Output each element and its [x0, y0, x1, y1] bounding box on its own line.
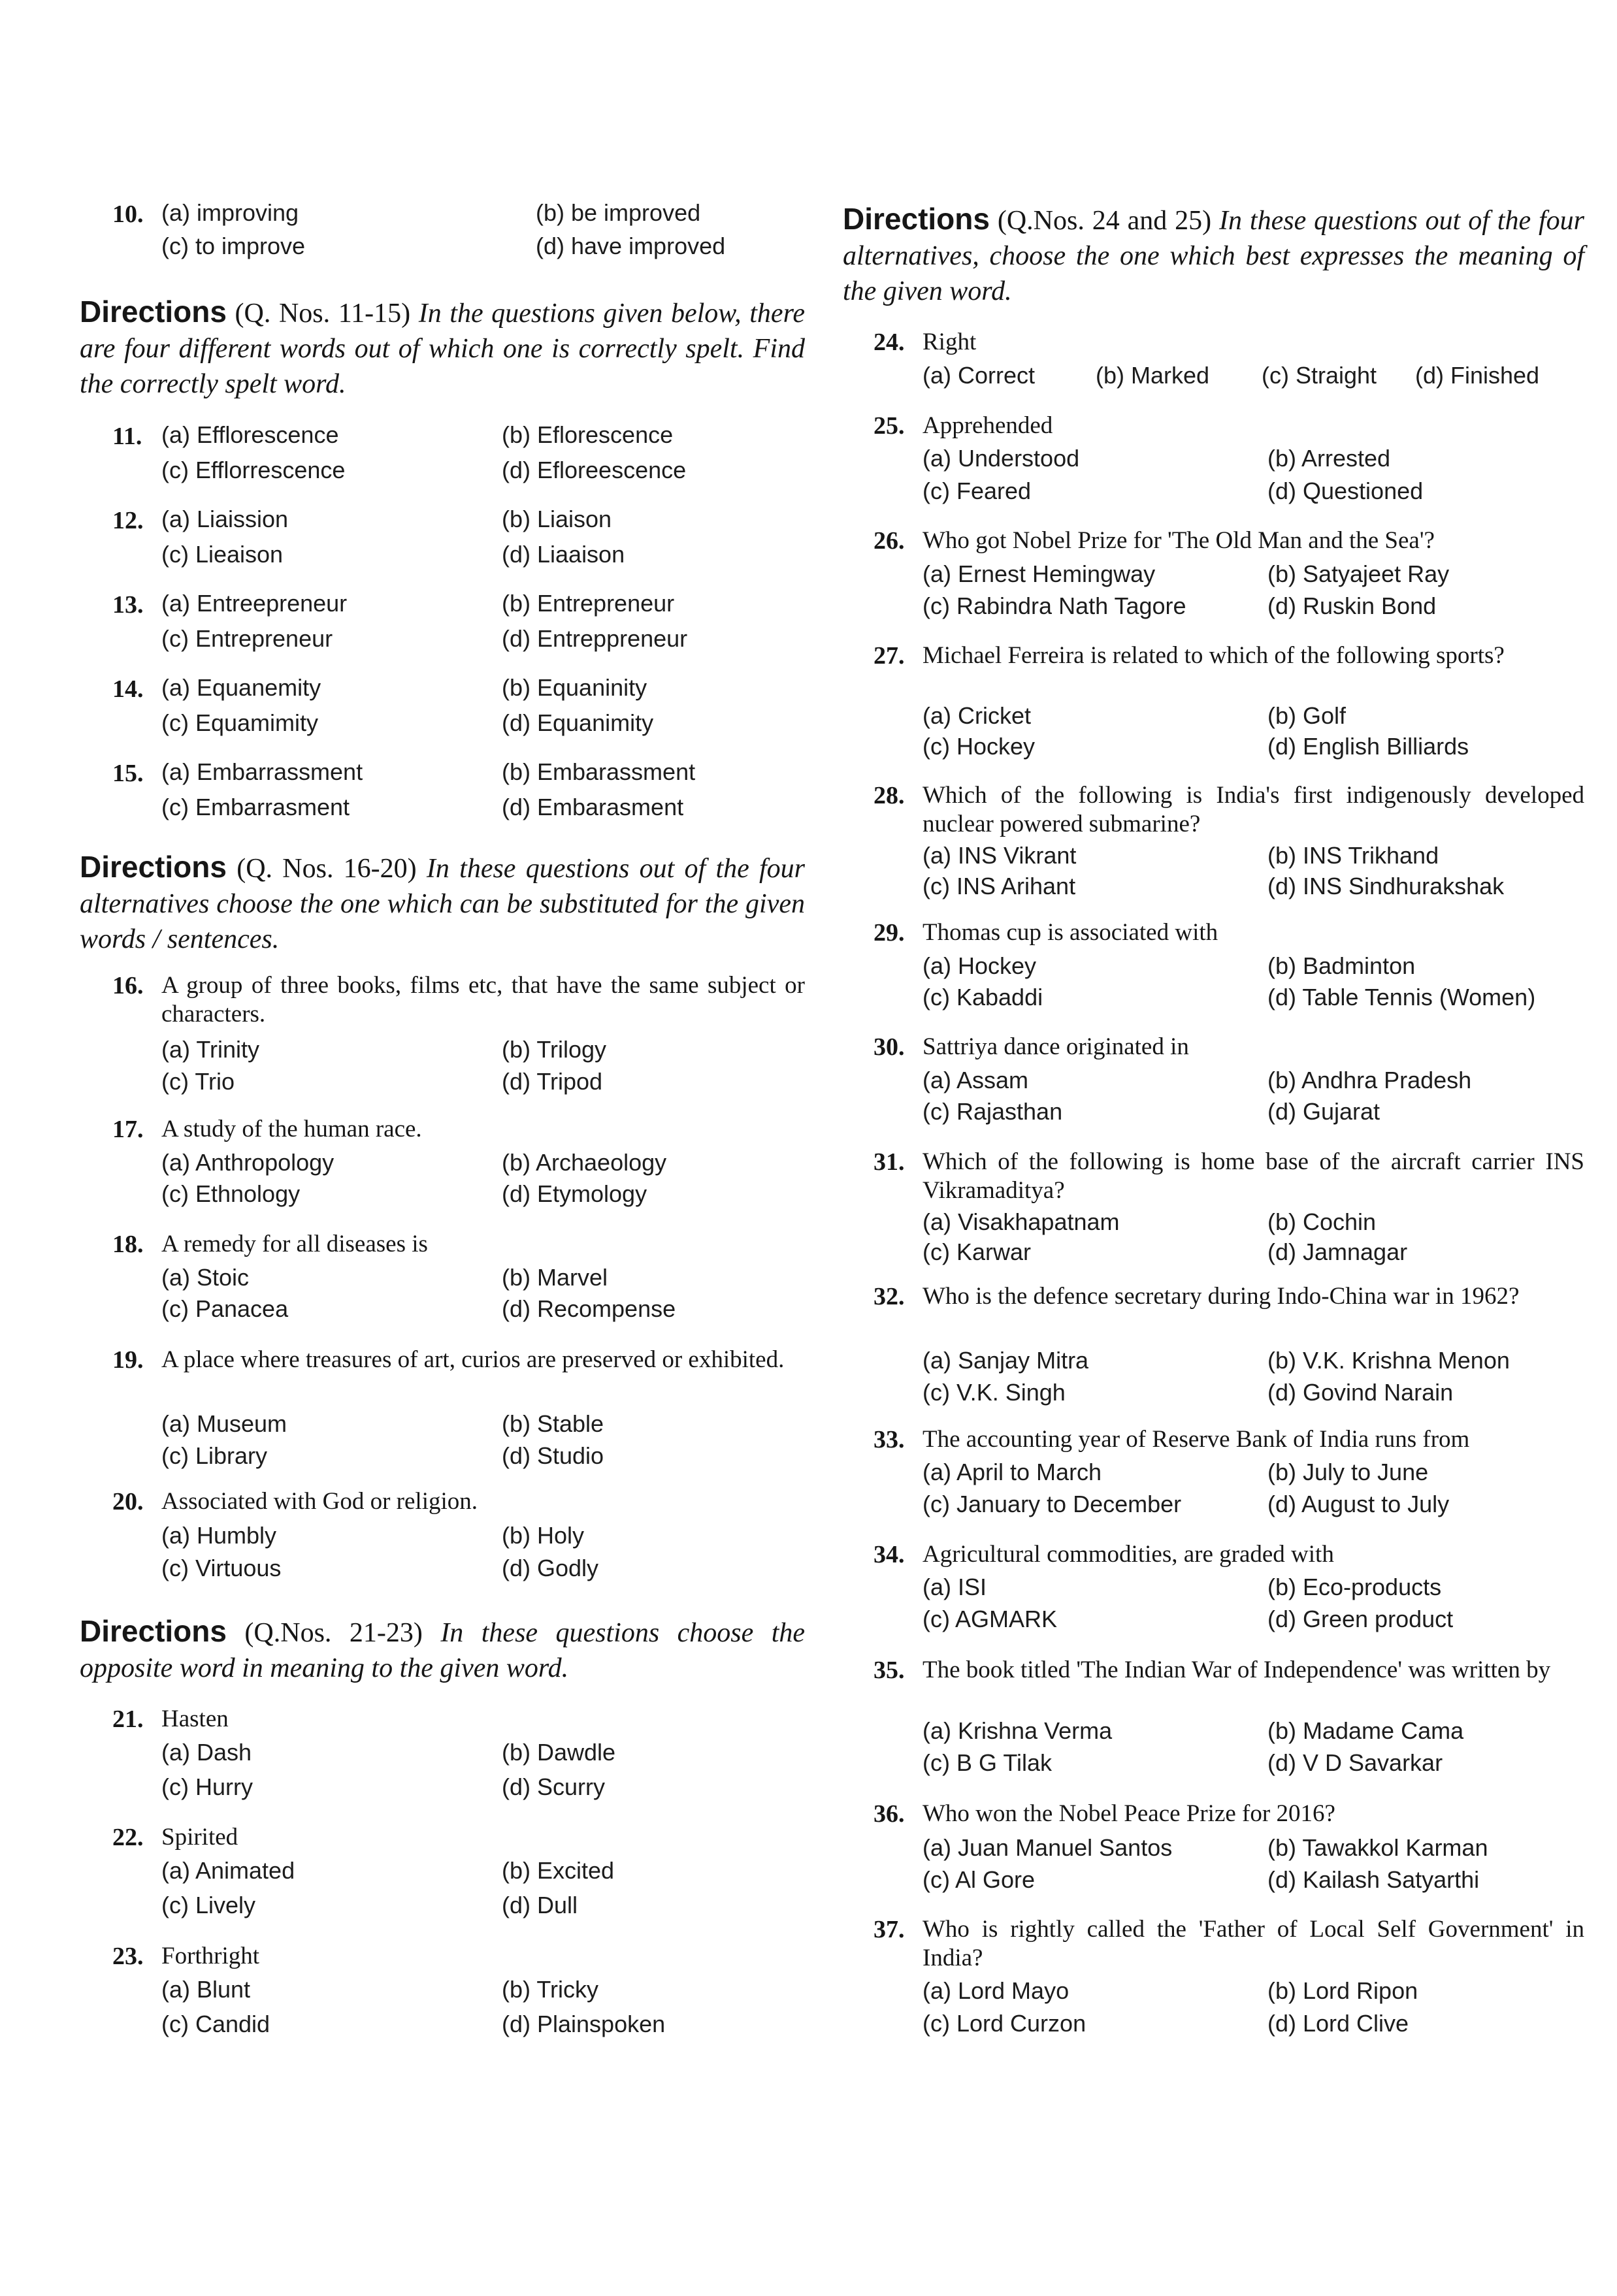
- question-number: 14.: [112, 675, 144, 703]
- option-a: (a) improving: [161, 199, 299, 226]
- question-number: 22.: [112, 1824, 144, 1851]
- option-a: (a) April to March: [923, 1459, 1102, 1485]
- question-number: 35.: [874, 1657, 905, 1684]
- question-number: 36.: [874, 1800, 905, 1828]
- option-a: (a) Animated: [161, 1857, 295, 1884]
- question-text: Which of the following is India's first indigenously developed nuclear powered submarine?: [923, 782, 1584, 837]
- question-number: 34.: [874, 1541, 905, 1568]
- option-a: (a) Krishna Verma: [923, 1717, 1113, 1744]
- directions-16-20: [80, 849, 805, 957]
- question-number: 17.: [112, 1116, 144, 1143]
- option-a: (a) Liaission: [161, 506, 289, 532]
- option-c: (c) INS Arihant: [923, 873, 1076, 899]
- option-a: (a) Humbly: [161, 1522, 277, 1549]
- option-d: (d) Lord Clive: [1267, 2010, 1409, 2037]
- option-a: (a) Anthropology: [161, 1149, 335, 1176]
- option-d: (d) Kailash Satyarthi: [1267, 1866, 1480, 1893]
- option-a: (a) Lord Mayo: [923, 1977, 1070, 2004]
- option-c: (c) Feared: [923, 477, 1032, 504]
- question-text: Associated with God or religion.: [161, 1488, 478, 1515]
- option-d: (d) Efloreescence: [502, 457, 687, 483]
- option-c: (c) Straight: [1262, 362, 1377, 389]
- option-b: (b) July to June: [1267, 1459, 1429, 1485]
- option-c: (c) Lieaison: [161, 541, 284, 568]
- question-number: 21.: [112, 1706, 144, 1733]
- option-d: (d) Scurry: [502, 1773, 606, 1800]
- option-b: (b) Entrepreneur: [502, 590, 675, 617]
- option-a: (a) Embarrassment: [161, 758, 363, 785]
- option-a: (a) Assam: [923, 1067, 1029, 1093]
- option-a: (a) Cricket: [923, 702, 1032, 729]
- option-b: (b) Badminton: [1267, 952, 1416, 979]
- question-text: Agricultural commodities, are graded with: [923, 1541, 1334, 1568]
- question-text: Spirited: [161, 1824, 238, 1851]
- directions-label: Directions: [80, 850, 227, 884]
- question-number: 26.: [874, 527, 905, 555]
- option-d: (d) Jamnagar: [1267, 1238, 1408, 1265]
- question-number: 32.: [874, 1283, 905, 1310]
- option-c: (c) January to December: [923, 1491, 1182, 1517]
- option-c: (c) to improve: [161, 233, 306, 259]
- option-d: (d) Gujarat: [1267, 1098, 1380, 1125]
- question-number: 10.: [112, 201, 144, 228]
- directions-24-25: [843, 201, 1584, 309]
- option-a: (a) Trinity: [161, 1036, 260, 1063]
- question-number: 11.: [112, 423, 142, 450]
- question-number: 19.: [112, 1346, 144, 1374]
- option-b: (b) Eflorescence: [502, 421, 674, 448]
- option-b: (b) Equaninity: [502, 674, 647, 701]
- option-d: (d) Govind Narain: [1267, 1379, 1454, 1406]
- option-c: (c) Hurry: [161, 1773, 253, 1800]
- option-c: (c) Efflorrescence: [161, 457, 346, 483]
- directions-ref: (Q.Nos. 21-23): [244, 1618, 423, 1648]
- option-a: (a) Stoic: [161, 1264, 250, 1291]
- option-d: (d) Plainspoken: [502, 2011, 666, 2037]
- option-a: (a) Understood: [923, 445, 1080, 472]
- option-b: (b) Satyajeet Ray: [1267, 560, 1450, 587]
- question-number: 18.: [112, 1231, 144, 1258]
- option-d: (d) Etymology: [502, 1180, 647, 1207]
- question-text: A remedy for all diseases is: [161, 1231, 428, 1257]
- directions-text: In the questions given below, there are four different words out of which one is correctly spelt. Find the correctly spelt word.: [80, 299, 805, 399]
- question-text: The accounting year of Reserve Bank of India runs from: [923, 1426, 1470, 1453]
- question-text: Michael Ferreira is related to which of the following sports?: [923, 642, 1505, 669]
- option-a: (a) Visakhapatnam: [923, 1208, 1120, 1235]
- option-b: (b) INS Trikhand: [1267, 842, 1439, 869]
- question-number: 25.: [874, 412, 905, 440]
- question-number: 27.: [874, 642, 905, 670]
- option-c: (c) Rajasthan: [923, 1098, 1063, 1125]
- option-b: (b) Tricky: [502, 1976, 598, 2003]
- option-c: (c) AGMARK: [923, 1606, 1058, 1632]
- option-b: (b) Trilogy: [502, 1036, 607, 1063]
- option-a: (a) Dash: [161, 1739, 252, 1766]
- question-text: Who got Nobel Prize for 'The Old Man and the Sea'?: [923, 527, 1435, 554]
- question-text: Which of the following is home base of the aircraft carrier INS Vikramaditya?: [923, 1148, 1584, 1204]
- option-d: (d) Equanimity: [502, 709, 654, 736]
- directions-label: Directions: [80, 295, 227, 329]
- option-a: (a) Juan Manuel Santos: [923, 1834, 1173, 1861]
- option-d: (d) Ruskin Bond: [1267, 592, 1437, 619]
- question-text: Who is the defence secretary during Indo-China war in 1962?: [923, 1283, 1520, 1310]
- option-c: (c) Library: [161, 1442, 268, 1469]
- option-c: (c) B G Tilak: [923, 1749, 1053, 1776]
- question-text: Right: [923, 329, 977, 355]
- option-b: (b) Embarassment: [502, 758, 696, 785]
- option-a: (a) ISI: [923, 1574, 987, 1600]
- option-a: (a) INS Vikrant: [923, 842, 1077, 869]
- question-number: 31.: [874, 1148, 905, 1176]
- option-d: (d) Dull: [502, 1892, 578, 1918]
- option-b: (b) Tawakkol Karman: [1267, 1834, 1488, 1861]
- question-number: 29.: [874, 919, 905, 946]
- option-c: (c) Rabindra Nath Tagore: [923, 592, 1186, 619]
- directions-11-15: [80, 294, 805, 402]
- option-a: (a) Museum: [161, 1410, 287, 1437]
- question-text: Forthright: [161, 1943, 260, 1969]
- option-b: (b) V.K. Krishna Menon: [1267, 1347, 1510, 1374]
- question-text: Apprehended: [923, 412, 1053, 439]
- question-text: Who won the Nobel Peace Prize for 2016?: [923, 1800, 1335, 1827]
- option-d: (d) Godly: [502, 1555, 599, 1581]
- question-number: 30.: [874, 1033, 905, 1061]
- option-a: (a) Hockey: [923, 952, 1037, 979]
- option-c: (c) Lord Curzon: [923, 2010, 1086, 2037]
- option-d: (d) Entreppreneur: [502, 625, 688, 652]
- option-b: (b) Cochin: [1267, 1208, 1377, 1235]
- option-d: (d) V D Savarkar: [1267, 1749, 1443, 1776]
- option-a: (a) Ernest Hemingway: [923, 560, 1156, 587]
- option-d: (d) Green product: [1267, 1606, 1454, 1632]
- option-c: (c) V.K. Singh: [923, 1379, 1066, 1406]
- option-d: (d) Liaaison: [502, 541, 625, 568]
- directions-label: Directions: [80, 1614, 227, 1648]
- option-d: (d) Finished: [1415, 362, 1540, 389]
- option-c: (c) Karwar: [923, 1238, 1032, 1265]
- option-a: (a) Entreepreneur: [161, 590, 348, 617]
- question-text: Who is rightly called the 'Father of Local Self Government' in India?: [923, 1916, 1584, 1971]
- option-b: (b) Eco-products: [1267, 1574, 1442, 1600]
- option-d: (d) Recompense: [502, 1295, 676, 1322]
- question-number: 12.: [112, 507, 144, 534]
- question-text: Hasten: [161, 1706, 229, 1732]
- question-number: 33.: [874, 1426, 905, 1453]
- question-number: 16.: [112, 972, 144, 999]
- option-c: (c) Equamimity: [161, 709, 319, 736]
- option-c: (c) Embarrasment: [161, 794, 350, 820]
- option-d: (d) Questioned: [1267, 477, 1424, 504]
- question-text: Thomas cup is associated with: [923, 919, 1218, 946]
- option-a: (a) Sanjay Mitra: [923, 1347, 1089, 1374]
- question-number: 23.: [112, 1943, 144, 1970]
- question-number: 20.: [112, 1488, 144, 1515]
- question-text: A study of the human race.: [161, 1116, 422, 1142]
- question-text: A group of three books, films etc, that have the same subject or characters.: [161, 972, 805, 1027]
- option-d: (d) have improved: [536, 233, 726, 259]
- option-c: (c) Panacea: [161, 1295, 289, 1322]
- option-b: (b) be improved: [536, 199, 701, 226]
- option-b: (b) Golf: [1267, 702, 1347, 729]
- option-c: (c) Lively: [161, 1892, 256, 1918]
- option-a: (a) Efflorescence: [161, 421, 339, 448]
- question-number: 28.: [874, 782, 905, 809]
- directions-text: In these questions out of the four alternatives, choose the one which best expresses the meaning of the given word.: [843, 206, 1584, 306]
- option-c: (c) Ethnology: [161, 1180, 301, 1207]
- option-c: (c) Al Gore: [923, 1866, 1036, 1893]
- option-c: (c) Entrepreneur: [161, 625, 333, 652]
- directions-21-23: [80, 1613, 805, 1686]
- option-c: (c) Virtuous: [161, 1555, 282, 1581]
- option-c: (c) Hockey: [923, 733, 1036, 760]
- option-b: (b) Dawdle: [502, 1739, 616, 1766]
- question-number: 24.: [874, 329, 905, 356]
- option-b: (b) Lord Ripon: [1267, 1977, 1418, 2004]
- question-number: 13.: [112, 591, 144, 619]
- question-text: Sattriya dance originated in: [923, 1033, 1189, 1060]
- directions-text: In these questions out of the four alternatives choose the one which can be substituted for the given words / sentences.: [80, 854, 806, 954]
- option-b: (b) Excited: [502, 1857, 615, 1884]
- option-c: (c) Candid: [161, 2011, 270, 2037]
- directions-ref: (Q. Nos. 16-20): [237, 854, 417, 884]
- option-d: (d) INS Sindhurakshak: [1267, 873, 1505, 899]
- directions-ref: (Q. Nos. 11-15): [235, 299, 411, 329]
- question-number: 15.: [112, 760, 144, 787]
- question-number: 37.: [874, 1916, 905, 1943]
- option-a: (a) Correct: [923, 362, 1036, 389]
- option-a: (a) Blunt: [161, 1976, 251, 2003]
- directions-label: Directions: [843, 202, 990, 236]
- option-a: (a) Equanemity: [161, 674, 321, 701]
- option-d: (d) Table Tennis (Women): [1267, 984, 1536, 1011]
- option-b: (b) Stable: [502, 1410, 604, 1437]
- option-c: (c) Kabaddi: [923, 984, 1043, 1011]
- option-b: (b) Andhra Pradesh: [1267, 1067, 1472, 1093]
- option-b: (b) Marked: [1096, 362, 1210, 389]
- option-b: (b) Archaeology: [502, 1149, 667, 1176]
- option-d: (d) Embarasment: [502, 794, 684, 820]
- option-b: (b) Liaison: [502, 506, 612, 532]
- directions-text: In these questions choose the opposite word in meaning to the given word.: [80, 1618, 806, 1683]
- option-b: (b) Arrested: [1267, 445, 1391, 472]
- question-text: A place where treasures of art, curios are preserved or exhibited.: [161, 1346, 785, 1373]
- option-b: (b) Marvel: [502, 1264, 608, 1291]
- option-b: (b) Holy: [502, 1522, 585, 1549]
- directions-ref: (Q.Nos. 24 and 25): [997, 206, 1212, 236]
- option-d: (d) English Billiards: [1267, 733, 1469, 760]
- option-d: (d) Studio: [502, 1442, 604, 1469]
- option-b: (b) Madame Cama: [1267, 1717, 1464, 1744]
- option-d: (d) August to July: [1267, 1491, 1450, 1517]
- option-c: (c) Trio: [161, 1068, 235, 1095]
- option-d: (d) Tripod: [502, 1068, 603, 1095]
- question-text: The book titled 'The Indian War of Independence' was written by: [923, 1657, 1551, 1683]
